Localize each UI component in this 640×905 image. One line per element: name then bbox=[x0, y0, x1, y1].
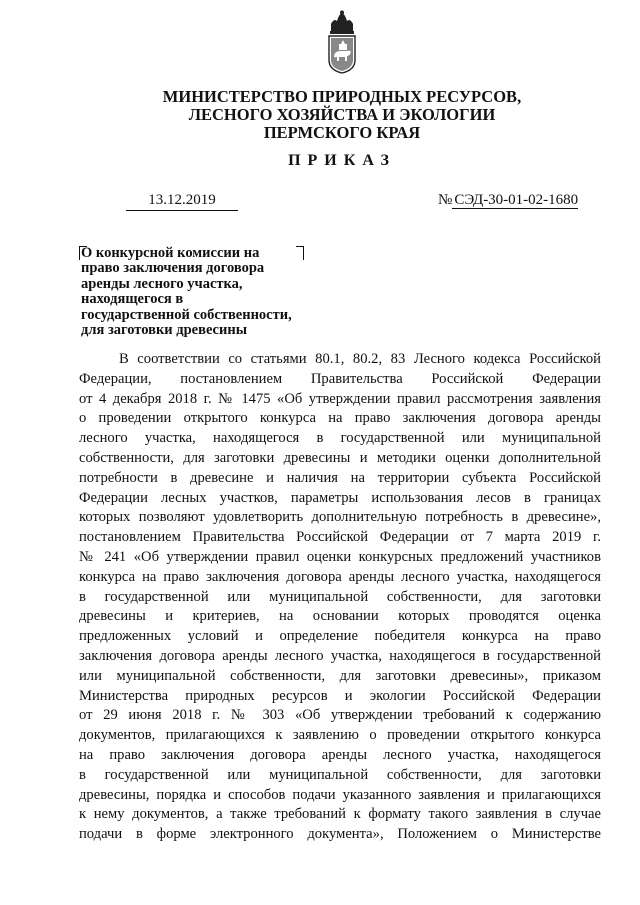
subject-line: О конкурсной комиссии на bbox=[81, 245, 260, 261]
subject-line: государственной собственности, bbox=[81, 306, 292, 323]
body-line: заключения договора аренды лесного участка, находящегося в государственной bbox=[79, 647, 601, 664]
body-line: в государственной или муниципальной собственности, для заготовки bbox=[79, 588, 601, 605]
body-line: конкурса на право заключения договора аренды лесного участка, находящегося bbox=[79, 568, 601, 585]
body-line: или муниципальной собственности, для заготовки древесины», приказом bbox=[79, 667, 601, 684]
order-number-value: СЭД-30-01-02-1680 bbox=[454, 192, 579, 208]
order-date: 13.12.2019 bbox=[126, 190, 238, 211]
subject-line: аренды лесного участка, bbox=[81, 275, 243, 292]
body-line: к нему документов, а также требований к формату такого заявления в случае bbox=[79, 806, 601, 823]
body-line: древесины и критериев, на основании которых проводятся оценка bbox=[79, 608, 601, 625]
body-line: которых позволяют удовлетворить дополнительную потребность в древесине», bbox=[79, 509, 601, 526]
ministry-name bbox=[150, 88, 534, 142]
order-title: ПРИКАЗ bbox=[288, 152, 396, 169]
body-line: на право заключения договора аренды лесного участка, находящегося bbox=[79, 746, 601, 763]
body-line: Федерации, постановлением Правительства Российской Федерации bbox=[79, 370, 601, 387]
perm-krai-coat-of-arms-icon bbox=[325, 10, 359, 74]
subject-line: для заготовки древесины bbox=[81, 322, 248, 339]
ministry-name-line-2: ЛЕСНОГО ХОЗЯЙСТВА И ЭКОЛОГИИ bbox=[188, 105, 496, 124]
body-line: потребности в древесине и наличия на территории субъекта Российской bbox=[79, 469, 601, 486]
body-line: о проведении открытого конкурса на право заключения договора аренды bbox=[79, 410, 601, 427]
body-line: документов, прилагающихся к заявлению о проведении открытого конкурса bbox=[79, 727, 601, 744]
subject-line: находящегося в bbox=[81, 291, 184, 308]
body-line: древесины, порядка и способов подачи указанного заявления и прилагающихся bbox=[79, 786, 601, 803]
body-line: Министерства природных ресурсов и экологии Российской Федерации bbox=[79, 687, 601, 704]
body-line: № 241 «Об утверждении правил оценки конкурсных предложений участников bbox=[79, 548, 601, 565]
order-body bbox=[79, 350, 601, 845]
body-line: от 29 июня 2018 г. № 303 «Об утверждении требований к содержанию bbox=[79, 707, 601, 724]
body-line: собственности, для заготовки древесины и методики оценки дополнительной bbox=[79, 449, 601, 466]
body-line: подачи в форме электронного документа», Положением о Министерстве bbox=[79, 826, 601, 843]
order-number-prefix: № bbox=[438, 192, 453, 208]
ministry-name-line-3: ПЕРМСКОГО КРАЯ bbox=[263, 123, 421, 142]
body-line: лесного участка, находящегося в государственной или муниципальной bbox=[79, 430, 601, 447]
body-line: постановлением Правительства Российской Федерации от 7 марта 2019 г. bbox=[79, 529, 601, 546]
body-line: предложенных условий и определение победителя конкурса на право bbox=[79, 628, 601, 645]
ministry-name-line-1: МИНИСТЕРСТВО ПРИРОДНЫХ РЕСУРСОВ, bbox=[162, 87, 522, 106]
body-line: в государственной или муниципальной собственности, для заготовки bbox=[79, 766, 601, 783]
order-number bbox=[438, 190, 583, 210]
subject-line: право заключения договора bbox=[81, 260, 265, 277]
body-line: от 4 декабря 2018 г. № 1475 «Об утверждении правил рассмотрения заявления bbox=[79, 390, 601, 407]
body-line: В соответствии со статьями 80.1, 80.2, 83 Лесного кодекса Российской bbox=[119, 351, 601, 367]
order-subject bbox=[81, 246, 321, 338]
body-line: Федерации лесных участков, параметры использования лесов в границах bbox=[79, 489, 601, 506]
